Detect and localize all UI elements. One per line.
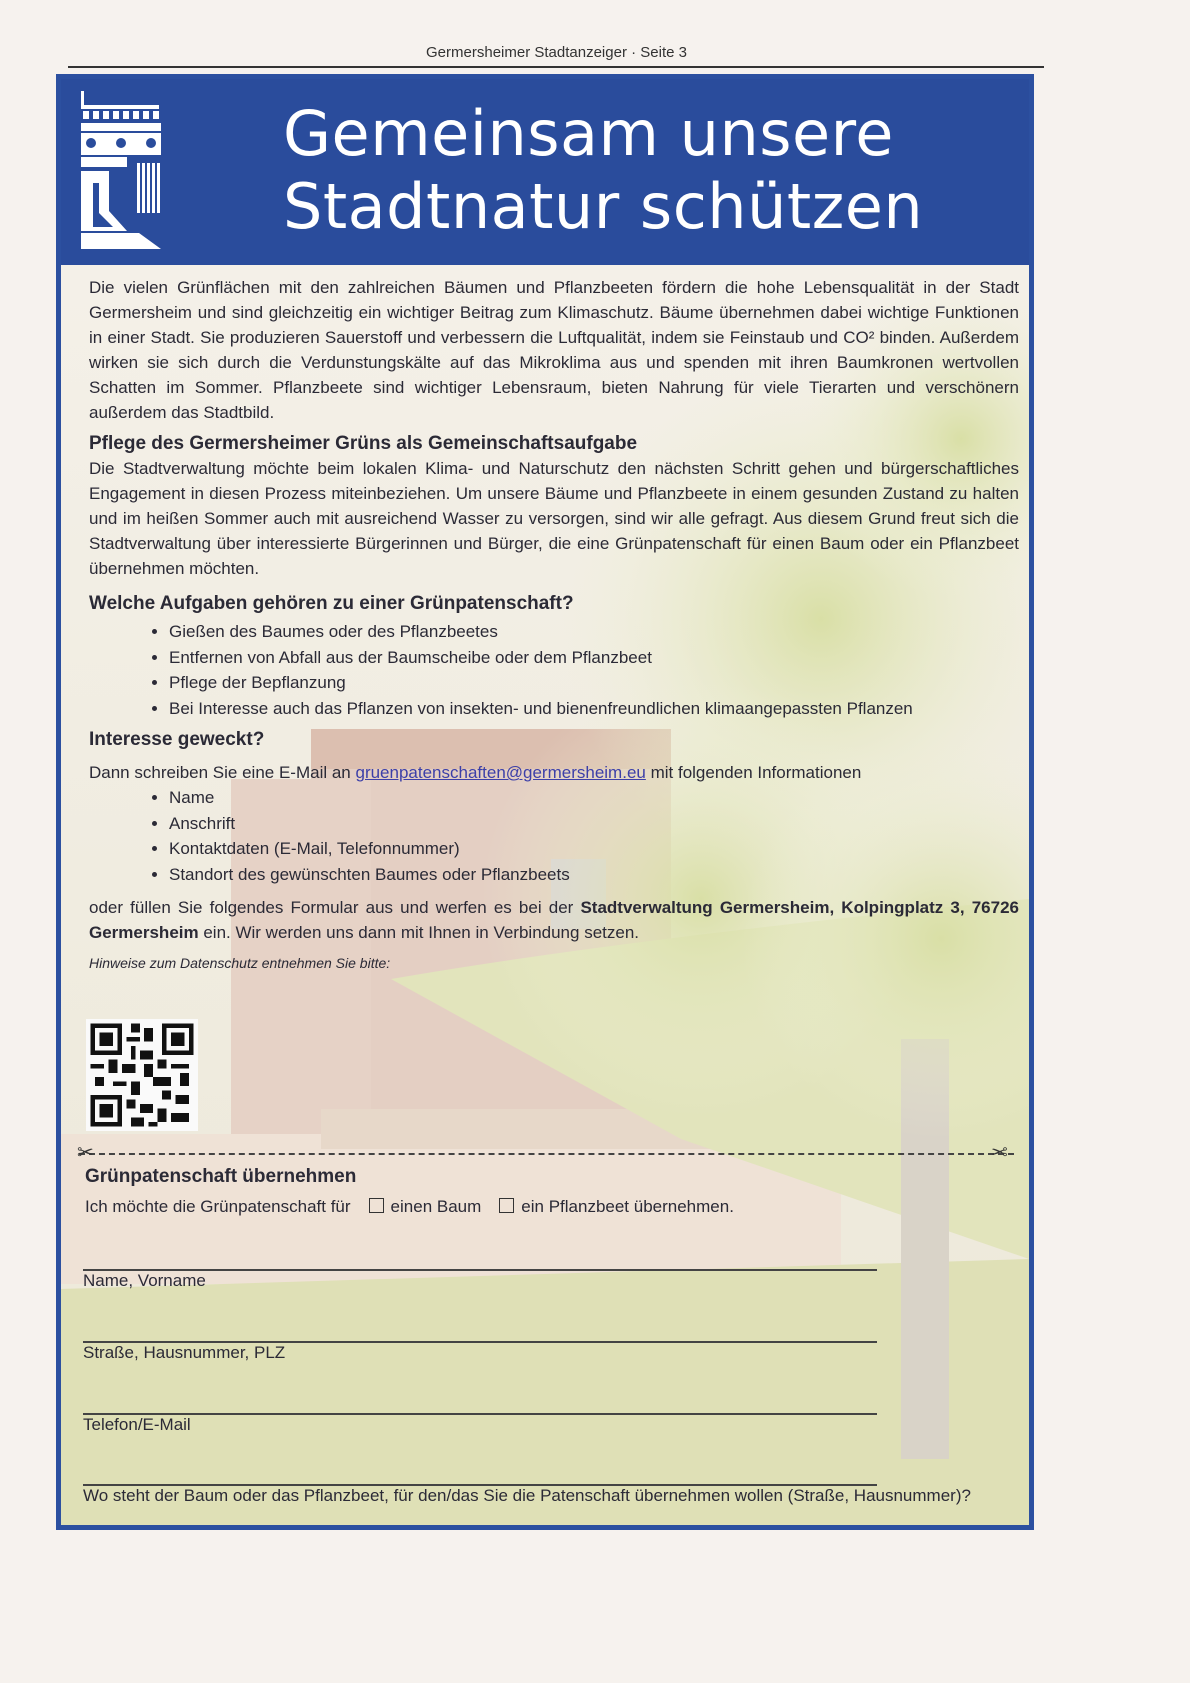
qr-code-icon[interactable] (86, 1019, 198, 1131)
tree-option-label: einen Baum (390, 1197, 482, 1216)
list-item: • Bei Interesse auch das Pflanzen von insekten- und bienenfreundlichen klimaangepassten Pflanzen (169, 696, 1019, 722)
list-item: • Pflege der Bepflanzung (169, 670, 1019, 696)
cut-line (79, 1153, 1014, 1155)
outro-suffix: ein. Wir werden uns dann mit Ihnen in Verbindung setzen. (198, 923, 639, 942)
contact-field[interactable] (83, 1413, 877, 1415)
email-lead-paragraph (89, 760, 1019, 785)
section-heading-care: Pflege des Germersheimer Grüns als Gemeinschaftsaufgabe (89, 433, 638, 454)
intro-paragraph: Die vielen Grünflächen mit den zahlreichen Bäumen und Pflanzbeeten fördern die hohe Lebensqualität in der Stadt Germersheim und sind gleichzeitig ein wichtiger Beitrag zum Klimaschutz. Bäume übernehmen dabei wichtige Funktionen in einer Stadt. Sie produzieren Sauerstoff und verbessern die Luftqualität, indem sie Feinstaub und CO² binden. Außerdem wirken sie sich durch die Verdunstungskälte auf das Mikroklima aus und spenden mit ihren Baumkronen wertvollen Schatten im Sommer. Pflanzbeete sind wichtiger Lebensraum, bieten Nahrung für viele Tierarten und verschönern außerdem das Stadtbild. (89, 278, 1019, 422)
outro-text: oder füllen Sie folgendes Formular aus und werfen es bei der (89, 898, 581, 917)
advertisement-frame (56, 74, 1034, 1530)
tree-checkbox[interactable] (369, 1198, 384, 1213)
email-link[interactable]: gruenpatenschaften@germersheim.eu (355, 763, 646, 782)
list-item: • Standort des gewünschten Baumes oder Pflanzbeets (169, 862, 1019, 888)
title-line-1: Gemeinsam unsere (283, 97, 894, 170)
care-paragraph: Die Stadtverwaltung möchte beim lokalen Klima- und Naturschutz den nächsten Schritt gehen und bürgerschaftliches Engagement in diesen Prozess miteinbeziehen. Um unsere Bäume und Pflanzbeete in einem gesunden Zustand zu halten und im heißen Sommer auch mit ausreichend Wasser zu versorgen, sind wir alle gefragt. Aus diesem Grund freut sich die Stadtverwaltung über interessierte Bürgerinnen und Bürger, die eine Grünpatenschaft für einen Baum oder ein Pflanzbeet übernehmen möchten. (89, 459, 1019, 578)
title-banner (61, 79, 1029, 265)
page-title (283, 97, 923, 243)
list-item: • Anschrift (169, 811, 1019, 837)
list-item: • Kontaktdaten (E-Mail, Telefonnummer) (169, 836, 1019, 862)
list-item: • Entfernen von Abfall aus der Baumscheibe oder dem Pflanzbeet (169, 645, 1019, 671)
section-heading-tasks: Welche Aufgaben gehören zu einer Grünpatenschaft? (89, 593, 574, 614)
location-field-label: Wo steht der Baum oder das Pflanzbeet, für den/das Sie die Patenschaft übernehmen wollen (Straße, Hausnummer)? (83, 1486, 971, 1505)
section-heading-interest: Interesse geweckt? (89, 729, 265, 750)
scissors-icon: ✂ (77, 1142, 94, 1164)
title-line-2: Stadtnatur schützen (283, 170, 924, 243)
scissors-icon: ✂ (991, 1142, 1008, 1164)
header-rule (68, 66, 1044, 68)
outro-paragraph (89, 895, 1019, 945)
address-field-label: Straße, Hausnummer, PLZ (83, 1343, 286, 1362)
flowerbed-checkbox[interactable] (499, 1198, 514, 1213)
info-list (89, 785, 1019, 887)
form-intro: Ich möchte die Grünpatenschaft für (85, 1197, 351, 1216)
privacy-note: Hinweise zum Datenschutz entnehmen Sie bitte: (89, 955, 391, 971)
article-body (89, 275, 1019, 976)
form-title: Grünpatenschaft übernehmen (85, 1166, 357, 1187)
email-lead-text: Dann schreiben Sie eine E-Mail an (89, 763, 356, 782)
name-field-label: Name, Vorname (83, 1271, 206, 1290)
tasks-list (89, 619, 1019, 721)
address: Stadtverwaltung Germersheim, Kolpingplatz 3, 76726 Germersheim (89, 898, 1019, 942)
list-item: • Name (169, 785, 1019, 811)
city-logo-icon (79, 91, 163, 249)
flowerbed-option-label: ein Pflanzbeet übernehmen. (521, 1197, 734, 1216)
sponsorship-choice-row (85, 1197, 734, 1217)
page-header: Germersheimer Stadtanzeiger · Seite 3 (426, 44, 687, 61)
email-lead-suffix: mit folgenden Informationen (645, 763, 862, 782)
list-item: • Gießen des Baumes oder des Pflanzbeetes (169, 619, 1019, 645)
contact-field-label: Telefon/E-Mail (83, 1415, 191, 1434)
